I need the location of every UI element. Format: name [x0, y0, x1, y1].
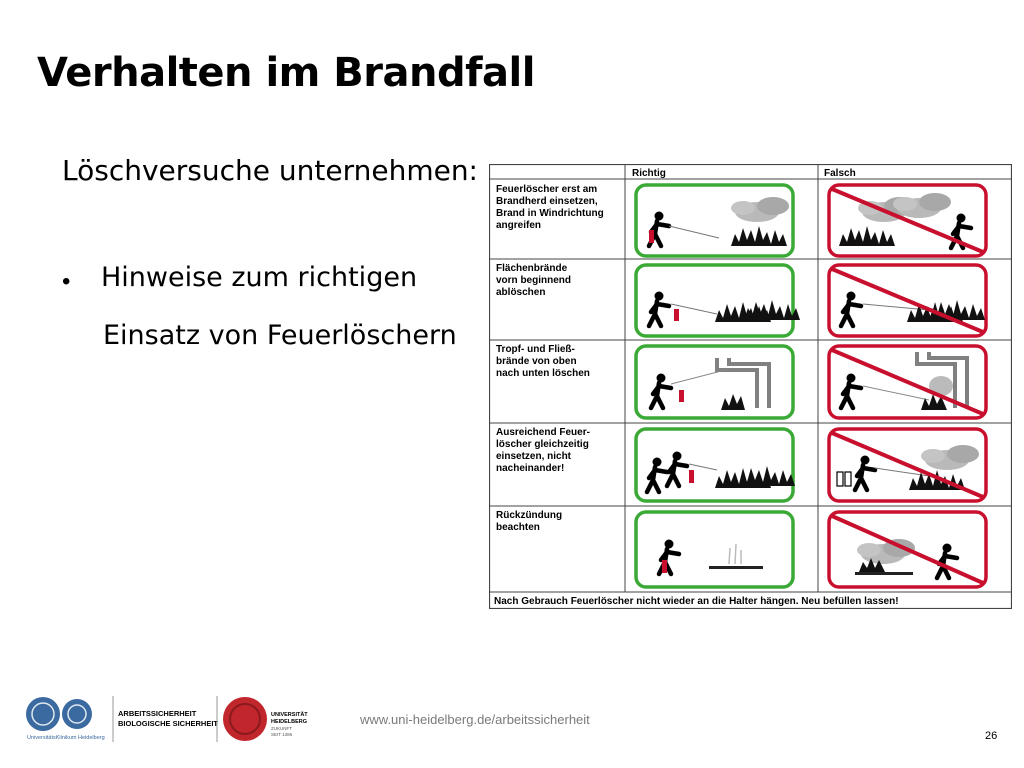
- row5-wrong-pictogram: [829, 512, 986, 587]
- row2-line3: ablöschen: [496, 287, 546, 298]
- row4-correct-pictogram: [636, 429, 795, 501]
- row5-correct-pictogram: [636, 512, 793, 587]
- row5-line1: Rückzündung: [496, 510, 563, 521]
- row1-correct-pictogram: [636, 185, 793, 256]
- footer-url: www.uni-heidelberg.de/arbeitssicherheit: [360, 712, 590, 727]
- row4-line3: einsetzen, nicht: [496, 451, 572, 462]
- uni-logo-line4: SEIT 1386: [271, 732, 293, 737]
- uni-logo-line3: ZUKUNFT: [271, 726, 292, 731]
- row1-line1: Feuerlöscher erst am: [496, 184, 598, 195]
- slide-subtitle: Löschversuche unternehmen:: [62, 154, 478, 187]
- footer-logos: [25, 694, 325, 746]
- row3-line1: Tropf- und Fließ-: [496, 344, 575, 355]
- row3-wrong-pictogram: [829, 346, 986, 418]
- row1-wrong-pictogram: [829, 185, 986, 256]
- row3-line2: brände von oben: [496, 356, 577, 367]
- row1-line2: Brandherd einsetzen,: [496, 196, 598, 207]
- row1-line3: Brand in Windrichtung: [496, 208, 604, 219]
- row4-wrong-pictogram: [829, 429, 986, 501]
- arbeitssicherheit-label: ARBEITSSICHERHEIT: [118, 709, 197, 718]
- bullet-point: •: [62, 268, 71, 295]
- row3-line3: nach unten löschen: [496, 368, 590, 379]
- uni-logo-line1: UNIVERSITÄT: [271, 712, 308, 718]
- klinikum-seal-2-icon: [62, 699, 92, 729]
- slide-title: Verhalten im Brandfall: [37, 50, 535, 96]
- biologische-sicherheit-label: BIOLOGISCHE SICHERHEIT: [118, 719, 219, 728]
- row2-line1: Flächenbrände: [496, 263, 568, 274]
- university-seal-icon: [223, 697, 267, 741]
- row3-correct-pictogram: [636, 346, 793, 418]
- row1-line4: angreifen: [496, 220, 542, 231]
- bullet-text-line-1: Hinweise zum richtigen: [101, 262, 418, 293]
- klinikum-logo-text: UniversitätsKlinikum Heidelberg: [27, 735, 105, 741]
- row5-line2: beachten: [496, 522, 540, 533]
- fire-extinguisher-table: [489, 164, 1012, 609]
- row4-line1: Ausreichend Feuer-: [496, 427, 590, 438]
- klinikum-seal-icon: [26, 697, 60, 731]
- header-richtig: Richtig: [632, 168, 666, 179]
- header-falsch: Falsch: [824, 168, 856, 179]
- bullet-text-line-2: Einsatz von Feuerlöschern: [103, 320, 457, 351]
- row4-line4: nacheinander!: [496, 463, 565, 474]
- uni-logo-line2: HEIDELBERG: [271, 719, 308, 725]
- row2-line2: vorn beginnend: [496, 275, 571, 286]
- row4-line2: löscher gleichzeitig: [496, 439, 589, 450]
- row2-wrong-pictogram: [829, 265, 986, 336]
- page-number: 26: [985, 730, 998, 742]
- table-footer-note: Nach Gebrauch Feuerlöscher nicht wieder an die Halter hängen. Neu befüllen lassen!: [494, 596, 899, 607]
- row2-correct-pictogram: [636, 265, 800, 336]
